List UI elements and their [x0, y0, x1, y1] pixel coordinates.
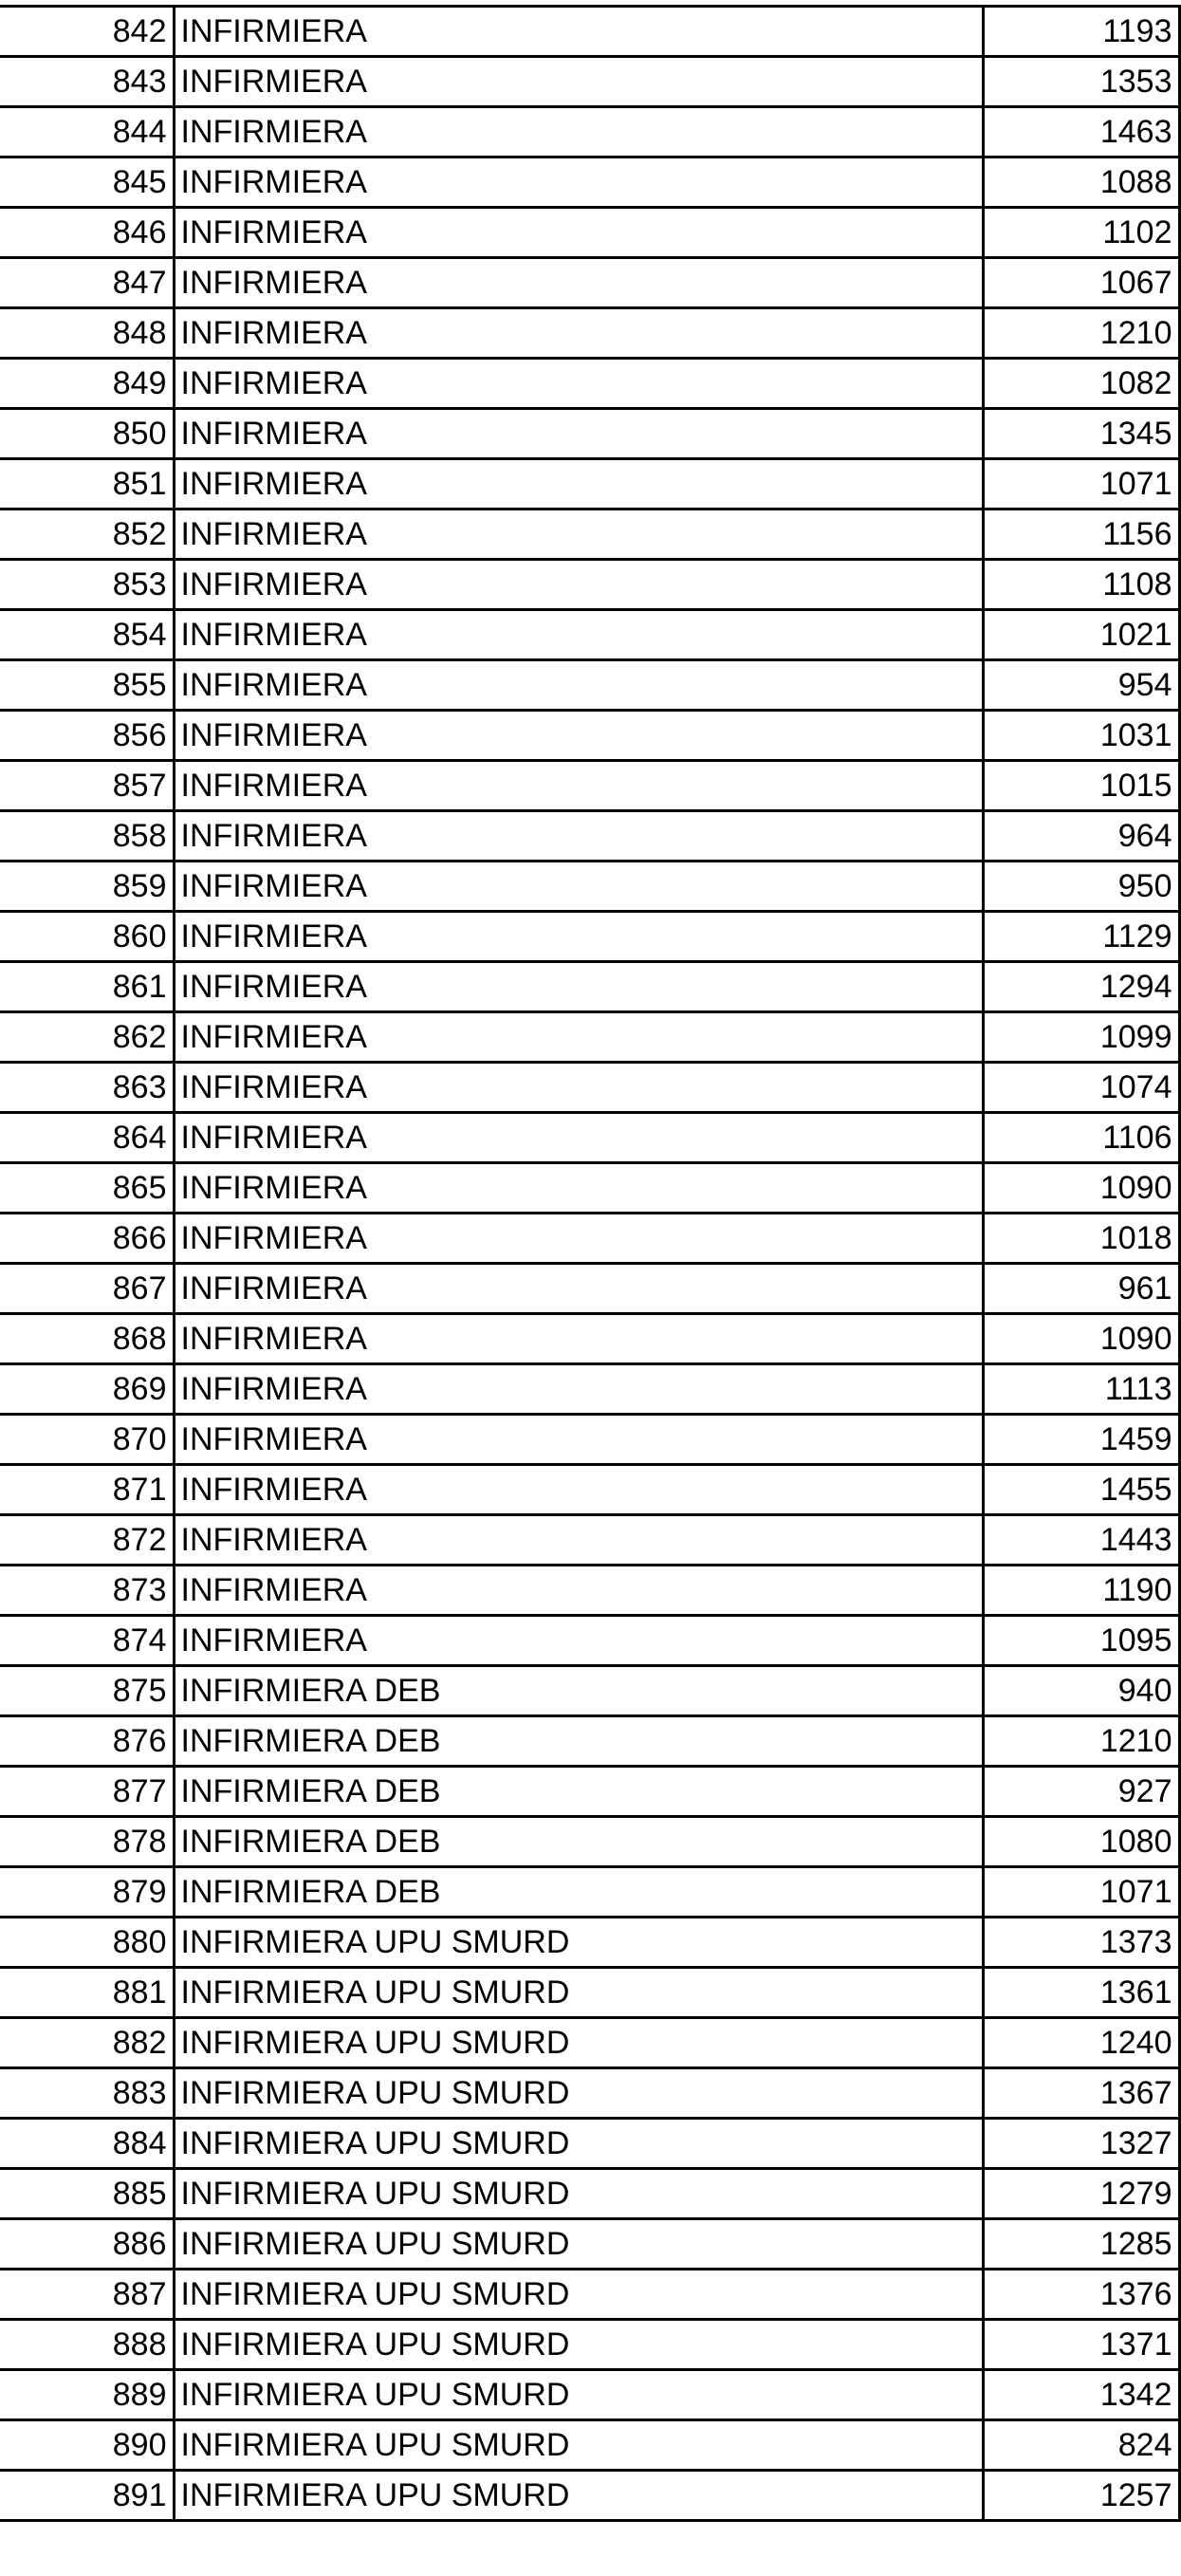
job-title-cell: INFIRMIERA UPU SMURD [174, 2018, 983, 2068]
table-row [0, 1012, 1179, 1063]
value-cell: 1088 [983, 158, 1179, 208]
value-cell: 1193 [983, 7, 1179, 57]
job-title-cell: INFIRMIERA [174, 1465, 983, 1515]
table-row [0, 2471, 1179, 2521]
table-row [0, 962, 1179, 1012]
row-number-cell: 880 [0, 1918, 174, 1968]
row-number-cell: 885 [0, 2169, 174, 2219]
row-number-cell: 850 [0, 409, 174, 459]
row-number-cell: 846 [0, 208, 174, 258]
row-number-cell: 852 [0, 510, 174, 560]
value-cell: 1371 [983, 2320, 1179, 2370]
job-title-cell: INFIRMIERA [174, 308, 983, 359]
table-row [0, 1063, 1179, 1113]
row-number-cell: 873 [0, 1566, 174, 1616]
row-number-cell: 886 [0, 2219, 174, 2270]
table-row [0, 158, 1179, 208]
row-number-cell: 854 [0, 610, 174, 660]
row-number-cell: 847 [0, 258, 174, 308]
value-cell: 1099 [983, 1012, 1179, 1063]
job-title-cell: INFIRMIERA [174, 962, 983, 1012]
value-cell: 964 [983, 811, 1179, 862]
value-cell: 1240 [983, 2018, 1179, 2068]
row-number-cell: 844 [0, 107, 174, 158]
value-cell: 1459 [983, 1415, 1179, 1465]
value-cell: 1345 [983, 409, 1179, 459]
value-cell: 1285 [983, 2219, 1179, 2270]
value-cell: 1113 [983, 1364, 1179, 1415]
value-cell: 1082 [983, 359, 1179, 409]
table-row [0, 1716, 1179, 1767]
job-title-cell: INFIRMIERA [174, 409, 983, 459]
value-cell: 1108 [983, 560, 1179, 610]
table-row [0, 1515, 1179, 1566]
job-title-cell: INFIRMIERA [174, 1515, 983, 1566]
value-cell: 1455 [983, 1465, 1179, 1515]
job-title-cell: INFIRMIERA [174, 1214, 983, 1264]
table-row [0, 57, 1179, 107]
job-title-cell: INFIRMIERA [174, 258, 983, 308]
table-row [0, 359, 1179, 409]
table-row [0, 1163, 1179, 1214]
job-title-cell: INFIRMIERA DEB [174, 1767, 983, 1817]
job-title-cell: INFIRMIERA UPU SMURD [174, 1968, 983, 2018]
row-number-cell: 862 [0, 1012, 174, 1063]
row-number-cell: 877 [0, 1767, 174, 1817]
table-row [0, 1364, 1179, 1415]
table-row [0, 1264, 1179, 1314]
row-number-cell: 848 [0, 308, 174, 359]
table-row [0, 1918, 1179, 1968]
value-cell: 1463 [983, 107, 1179, 158]
value-cell: 1376 [983, 2270, 1179, 2320]
value-cell: 950 [983, 862, 1179, 912]
value-cell: 1106 [983, 1113, 1179, 1163]
table-row [0, 1968, 1179, 2018]
table-row [0, 2219, 1179, 2270]
value-cell: 1071 [983, 1867, 1179, 1918]
table-row [0, 610, 1179, 660]
job-title-cell: INFIRMIERA [174, 761, 983, 811]
table-row [0, 761, 1179, 811]
job-title-cell: INFIRMIERA UPU SMURD [174, 2320, 983, 2370]
job-title-cell: INFIRMIERA DEB [174, 1716, 983, 1767]
job-title-cell: INFIRMIERA UPU SMURD [174, 2471, 983, 2521]
job-title-cell: INFIRMIERA [174, 359, 983, 409]
job-title-cell: INFIRMIERA [174, 107, 983, 158]
row-number-cell: 871 [0, 1465, 174, 1515]
value-cell: 961 [983, 1264, 1179, 1314]
table-row [0, 912, 1179, 962]
row-number-cell: 876 [0, 1716, 174, 1767]
row-number-cell: 861 [0, 962, 174, 1012]
table-row [0, 1566, 1179, 1616]
value-cell: 1129 [983, 912, 1179, 962]
value-cell: 1071 [983, 459, 1179, 510]
value-cell: 940 [983, 1666, 1179, 1716]
row-number-cell: 843 [0, 57, 174, 107]
job-title-cell: INFIRMIERA [174, 1566, 983, 1616]
value-cell: 1090 [983, 1163, 1179, 1214]
row-number-cell: 872 [0, 1515, 174, 1566]
row-number-cell: 842 [0, 7, 174, 57]
table-row [0, 1666, 1179, 1716]
table-row [0, 2068, 1179, 2119]
value-cell: 1190 [983, 1566, 1179, 1616]
row-number-cell: 853 [0, 560, 174, 610]
row-number-cell: 845 [0, 158, 174, 208]
row-number-cell: 881 [0, 1968, 174, 2018]
job-title-cell: INFIRMIERA [174, 1415, 983, 1465]
value-cell: 1257 [983, 2471, 1179, 2521]
table-row [0, 459, 1179, 510]
job-title-cell: INFIRMIERA [174, 711, 983, 761]
job-title-cell: INFIRMIERA [174, 560, 983, 610]
row-number-cell: 875 [0, 1666, 174, 1716]
value-cell: 1210 [983, 308, 1179, 359]
table-row [0, 1616, 1179, 1666]
table-row [0, 2370, 1179, 2420]
row-number-cell: 849 [0, 359, 174, 409]
value-cell: 1443 [983, 1515, 1179, 1566]
job-title-cell: INFIRMIERA [174, 660, 983, 711]
row-number-cell: 870 [0, 1415, 174, 1465]
table-row [0, 560, 1179, 610]
job-title-cell: INFIRMIERA [174, 610, 983, 660]
job-title-cell: INFIRMIERA [174, 7, 983, 57]
data-table [0, 5, 1181, 2522]
table-row [0, 1767, 1179, 1817]
table-row [0, 7, 1179, 57]
table-row [0, 1817, 1179, 1867]
value-cell: 1021 [983, 610, 1179, 660]
job-title-cell: INFIRMIERA DEB [174, 1867, 983, 1918]
table-row [0, 208, 1179, 258]
table-row [0, 660, 1179, 711]
value-cell: 1342 [983, 2370, 1179, 2420]
job-title-cell: INFIRMIERA [174, 912, 983, 962]
table-row [0, 1214, 1179, 1264]
row-number-cell: 888 [0, 2320, 174, 2370]
row-number-cell: 851 [0, 459, 174, 510]
job-title-cell: INFIRMIERA UPU SMURD [174, 2219, 983, 2270]
table-row [0, 107, 1179, 158]
value-cell: 1015 [983, 761, 1179, 811]
job-title-cell: INFIRMIERA [174, 1616, 983, 1666]
value-cell: 1294 [983, 962, 1179, 1012]
table-row [0, 1867, 1179, 1918]
row-number-cell: 855 [0, 660, 174, 711]
row-number-cell: 864 [0, 1113, 174, 1163]
job-title-cell: INFIRMIERA UPU SMURD [174, 1918, 983, 1968]
row-number-cell: 889 [0, 2370, 174, 2420]
job-title-cell: INFIRMIERA UPU SMURD [174, 2420, 983, 2471]
job-title-cell: INFIRMIERA [174, 1063, 983, 1113]
row-number-cell: 866 [0, 1214, 174, 1264]
table-row [0, 2169, 1179, 2219]
table-row [0, 2018, 1179, 2068]
row-number-cell: 890 [0, 2420, 174, 2471]
table-row [0, 811, 1179, 862]
table-row [0, 1415, 1179, 1465]
value-cell: 927 [983, 1767, 1179, 1817]
value-cell: 1361 [983, 1968, 1179, 2018]
row-number-cell: 891 [0, 2471, 174, 2521]
value-cell: 1095 [983, 1616, 1179, 1666]
job-title-cell: INFIRMIERA DEB [174, 1817, 983, 1867]
value-cell: 1031 [983, 711, 1179, 761]
row-number-cell: 867 [0, 1264, 174, 1314]
table-row [0, 258, 1179, 308]
row-number-cell: 858 [0, 811, 174, 862]
value-cell: 1090 [983, 1314, 1179, 1364]
row-number-cell: 865 [0, 1163, 174, 1214]
job-title-cell: INFIRMIERA UPU SMURD [174, 2270, 983, 2320]
job-title-cell: INFIRMIERA [174, 811, 983, 862]
table-row [0, 1314, 1179, 1364]
job-title-cell: INFIRMIERA DEB [174, 1666, 983, 1716]
value-cell: 1067 [983, 258, 1179, 308]
row-number-cell: 878 [0, 1817, 174, 1867]
table-body [0, 7, 1179, 2521]
value-cell: 1074 [983, 1063, 1179, 1113]
value-cell: 1080 [983, 1817, 1179, 1867]
table-row [0, 510, 1179, 560]
value-cell: 824 [983, 2420, 1179, 2471]
row-number-cell: 856 [0, 711, 174, 761]
job-title-cell: INFIRMIERA [174, 862, 983, 912]
row-number-cell: 887 [0, 2270, 174, 2320]
value-cell: 1327 [983, 2119, 1179, 2169]
job-title-cell: INFIRMIERA [174, 57, 983, 107]
table-row [0, 2270, 1179, 2320]
job-title-cell: INFIRMIERA [174, 1364, 983, 1415]
job-title-cell: INFIRMIERA [174, 1264, 983, 1314]
job-title-cell: INFIRMIERA [174, 1163, 983, 1214]
value-cell: 1279 [983, 2169, 1179, 2219]
row-number-cell: 868 [0, 1314, 174, 1364]
job-title-cell: INFIRMIERA UPU SMURD [174, 2370, 983, 2420]
row-number-cell: 884 [0, 2119, 174, 2169]
row-number-cell: 883 [0, 2068, 174, 2119]
job-title-cell: INFIRMIERA [174, 510, 983, 560]
job-title-cell: INFIRMIERA [174, 208, 983, 258]
job-title-cell: INFIRMIERA UPU SMURD [174, 2169, 983, 2219]
job-title-cell: INFIRMIERA UPU SMURD [174, 2068, 983, 2119]
value-cell: 954 [983, 660, 1179, 711]
value-cell: 1018 [983, 1214, 1179, 1264]
table-row [0, 1465, 1179, 1515]
value-cell: 1353 [983, 57, 1179, 107]
value-cell: 1102 [983, 208, 1179, 258]
row-number-cell: 882 [0, 2018, 174, 2068]
row-number-cell: 863 [0, 1063, 174, 1113]
value-cell: 1210 [983, 1716, 1179, 1767]
job-title-cell: INFIRMIERA [174, 459, 983, 510]
table-row [0, 1113, 1179, 1163]
row-number-cell: 860 [0, 912, 174, 962]
table-row [0, 308, 1179, 359]
job-title-cell: INFIRMIERA [174, 1113, 983, 1163]
job-title-cell: INFIRMIERA [174, 1314, 983, 1364]
row-number-cell: 879 [0, 1867, 174, 1918]
table-row [0, 711, 1179, 761]
job-title-cell: INFIRMIERA UPU SMURD [174, 2119, 983, 2169]
value-cell: 1156 [983, 510, 1179, 560]
table-row [0, 409, 1179, 459]
table-row [0, 862, 1179, 912]
table-row [0, 2119, 1179, 2169]
row-number-cell: 857 [0, 761, 174, 811]
value-cell: 1367 [983, 2068, 1179, 2119]
row-number-cell: 869 [0, 1364, 174, 1415]
row-number-cell: 874 [0, 1616, 174, 1666]
row-number-cell: 859 [0, 862, 174, 912]
table-row [0, 2420, 1179, 2471]
table-row [0, 2320, 1179, 2370]
job-title-cell: INFIRMIERA [174, 1012, 983, 1063]
job-title-cell: INFIRMIERA [174, 158, 983, 208]
value-cell: 1373 [983, 1918, 1179, 1968]
